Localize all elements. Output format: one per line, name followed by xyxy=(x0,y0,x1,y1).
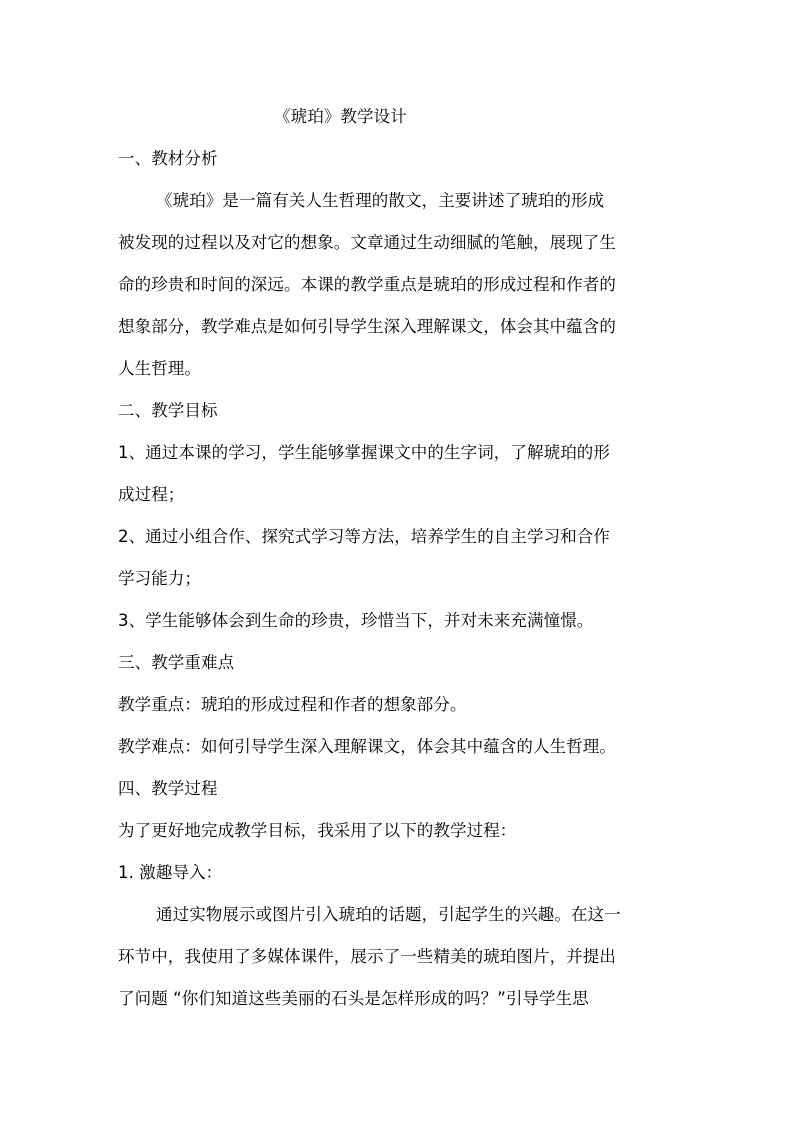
goal-item-1 xyxy=(118,432,678,516)
paragraph-line: 人生哲理。 xyxy=(118,359,201,378)
paragraph-line: 被发现的过程以及对它的想象。文章通过生动细腻的笔触，展现了生 xyxy=(118,233,616,252)
section-heading-goals: 二、教学目标 xyxy=(118,401,218,420)
paragraph-line: 环节中，我使用了多媒体课件，展示了一些精美的琥珀图片，并提出 xyxy=(118,947,616,966)
paragraph-line: 2、通过小组合作、探究式学习等方法，培养学生的自主学习和合作 xyxy=(118,527,610,546)
step-1-paragraph xyxy=(118,894,678,1020)
document-body xyxy=(118,96,678,1020)
paragraph-line: 命的珍贵和时间的深远。本课的教学重点是琥珀的形成过程和作者的 xyxy=(118,275,616,294)
paragraph-line: 通过实物展示或图片引入琥珀的话题，引起学生的兴趣。在这一 xyxy=(156,905,621,924)
section-heading-analysis: 一、教材分析 xyxy=(118,149,218,168)
step-1-heading: 1. 激趣导入： xyxy=(118,863,223,882)
paragraph-line: 《琥珀》是一篇有关人生哲理的散文，主要讲述了琥珀的形成 xyxy=(156,191,605,210)
document-title: 《琥珀》教学设计 xyxy=(274,107,407,126)
paragraph-line: 成过程； xyxy=(118,485,185,504)
goal-item-2 xyxy=(118,516,678,600)
goal-item-3: 3、学生能够体会到生命的珍贵，珍惜当下，并对未来充满憧憬。 xyxy=(118,611,594,630)
analysis-paragraph xyxy=(118,180,678,390)
process-intro: 为了更好地完成教学目标，我采用了以下的教学过程： xyxy=(118,821,517,840)
paragraph-line: 1、通过本课的学习，学生能够掌握课文中的生字词，了解琥珀的形 xyxy=(118,443,610,462)
section-heading-process: 四、教学过程 xyxy=(118,779,218,798)
paragraph-line: 学习能力； xyxy=(118,569,201,588)
key-point-text: 教学重点：琥珀的形成过程和作者的想象部分。 xyxy=(118,695,467,714)
difficulty-text: 教学难点：如何引导学生深入理解课文，体会其中蕴含的人生哲理。 xyxy=(118,737,616,756)
section-heading-key-points: 三、教学重难点 xyxy=(118,653,235,672)
paragraph-line: 想象部分，教学难点是如何引导学生深入理解课文，体会其中蕴含的 xyxy=(118,317,616,336)
paragraph-line: 了问题 “你们知道这些美丽的石头是怎样形成的吗？”引导学生思 xyxy=(118,989,589,1008)
